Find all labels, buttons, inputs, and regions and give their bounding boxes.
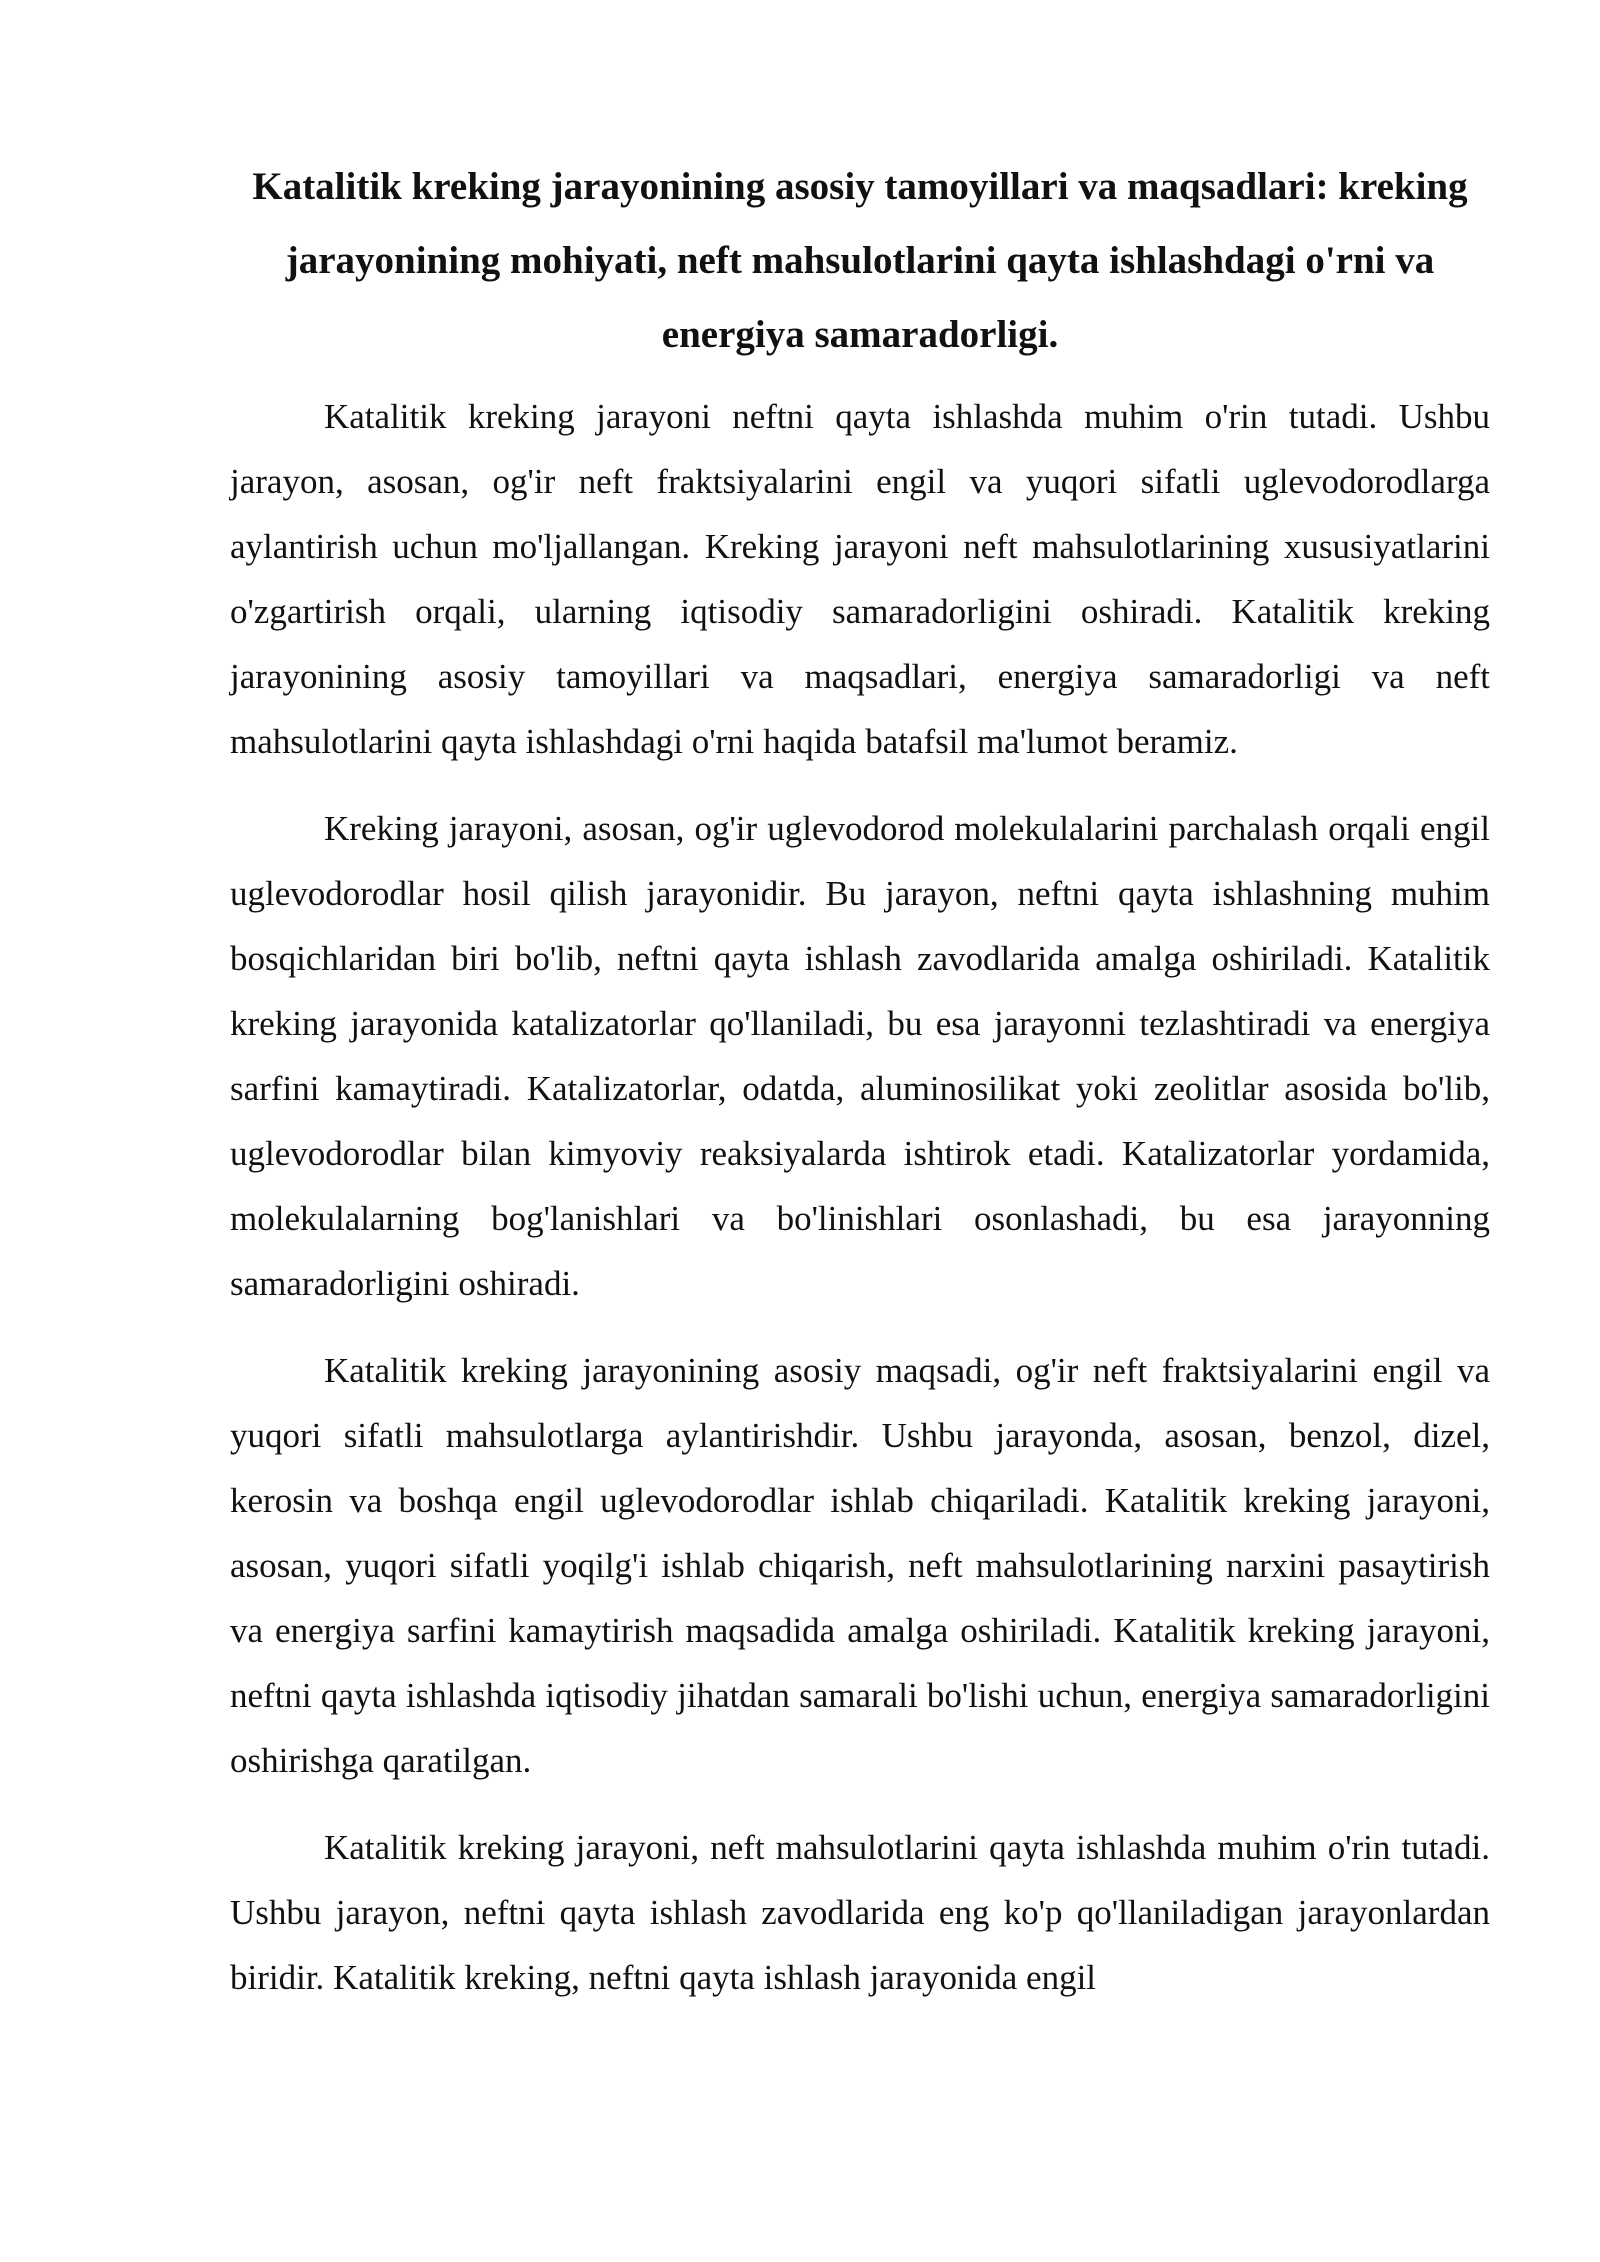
paragraph-4: Katalitik kreking jarayoni, neft mahsulotlarini qayta ishlashda muhim o'rin tutadi. Ushbu jarayon, neftni qayta ishlash zavodlarida eng ko'p qo'llaniladigan jarayonlardan biridir. Katalitik kreking, neftni qayta ishlash jarayonida engil [230, 1828, 1490, 1997]
paragraph-1: Katalitik kreking jarayoni neftni qayta ishlashda muhim o'rin tutadi. Ushbu jarayon, asosan, og'ir neft fraktsiyalarini engil va yuqori sifatli uglevodorodlarga aylantirish uchun mo'ljallangan. Kreking jarayoni neft mahsulotlarining xususiyatlarini o'zgartirish orqali, ularning iqtisodiy samaradorligini oshiradi. Katalitik kreking jarayonining asosiy tamoyillari va maqsadlari, energiya samaradorligi va neft mahsulotlarini qayta ishlashdagi o'rni haqida batafsil ma'lumot beramiz. [230, 397, 1490, 761]
paragraph-2: Kreking jarayoni, asosan, og'ir uglevodorod molekulalarini parchalash orqali engil uglevodorodlar hosil qilish jarayonidir. Bu jarayon, neftni qayta ishlashning muhim bosqichlaridan biri bo'lib, neftni qayta ishlash zavodlarida amalga oshiriladi. Katalitik kreking jarayonida katalizatorlar qo'llaniladi, bu esa jarayonni tezlashtiradi va energiya sarfini kamaytiradi. Katalizatorlar, odatda, aluminosilikat yoki zeolitlar asosida bo'lib, uglevodorodlar bilan kimyoviy reaksiyalarda ishtirok etadi. Katalizatorlar yordamida, molekulalarning bog'lanishlari va bo'linishlari osonlashadi, bu esa jarayonning samaradorligini oshiradi. [230, 809, 1490, 1303]
document-body [230, 150, 1490, 2032]
paragraph-3: Katalitik kreking jarayonining asosiy maqsadi, og'ir neft fraktsiyalarini engil va yuqori sifatli mahsulotlarga aylantirishdir. Ushbu jarayonda, asosan, benzol, dizel, kerosin va boshqa engil uglevodorodlar ishlab chiqariladi. Katalitik kreking jarayoni, asosan, yuqori sifatli yoqilg'i ishlab chiqarish, neft mahsulotlarining narxini pasaytirish va energiya sarfini kamaytirish maqsadida amalga oshiriladi. Katalitik kreking jarayoni, neftni qayta ishlashda iqtisodiy jihatdan samarali bo'lishi uchun, energiya samaradorligini oshirishga qaratilgan. [230, 1351, 1490, 1780]
document-title: Katalitik kreking jarayonining asosiy tamoyillari va maqsadlari: kreking jarayonining mohiyati, neft mahsulotlarini qayta ishlashdagi o'rni va energiya samaradorligi. [252, 165, 1468, 356]
